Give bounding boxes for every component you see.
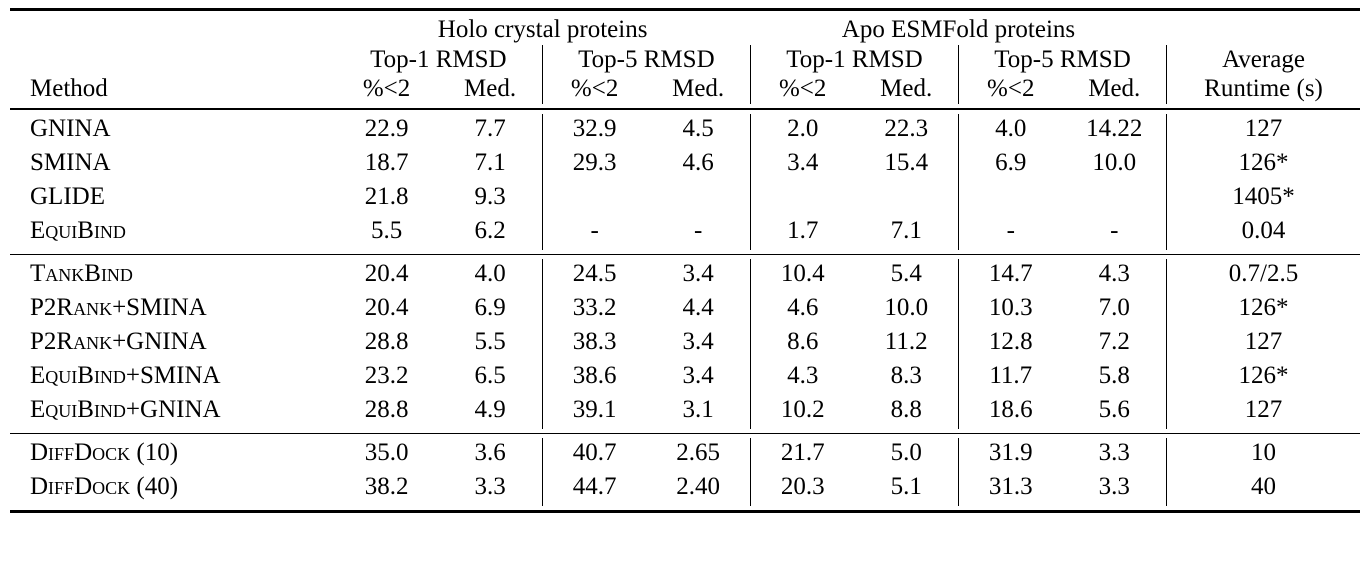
cell-runtime: 10 bbox=[1167, 438, 1360, 472]
cell-value: 28.8 bbox=[364, 395, 409, 423]
column-header-runtime: Runtime (s) bbox=[1167, 74, 1360, 104]
cell-value: 3.4 bbox=[750, 148, 854, 182]
cell-value: 5.5 bbox=[370, 216, 403, 244]
cell-value: 3.4 bbox=[682, 327, 714, 355]
cell-value: 4.4 bbox=[682, 293, 714, 321]
cell-value bbox=[750, 182, 854, 216]
metric-header-4: %<2 bbox=[750, 74, 854, 104]
cell-value: 1.7 bbox=[750, 216, 854, 250]
row-method-label: GLIDE bbox=[30, 182, 105, 210]
subheader-holo-top1: Top-1 RMSD bbox=[370, 45, 507, 73]
metric-header-3: Med. bbox=[672, 75, 725, 102]
cell-value: 29.3 bbox=[542, 148, 646, 182]
cell-value: 8.8 bbox=[890, 395, 922, 423]
cell-value: 5.0 bbox=[890, 438, 922, 466]
row-method-label: GNINA bbox=[30, 114, 111, 142]
cell-value: 10.0 bbox=[884, 293, 929, 321]
table-row[interactable] bbox=[10, 148, 1360, 182]
cell-value: 3.3 bbox=[1098, 472, 1130, 500]
table-row[interactable] bbox=[10, 395, 1360, 429]
column-header-method: Method bbox=[30, 75, 108, 102]
cell-value: 7.7 bbox=[474, 114, 506, 142]
cell-value bbox=[854, 182, 958, 216]
cell-value: - bbox=[1110, 216, 1119, 244]
cell-runtime: 40 bbox=[1167, 472, 1360, 506]
cell-value: 10.4 bbox=[750, 259, 854, 293]
cell-value: 10.3 bbox=[958, 293, 1062, 327]
cell-value: 7.0 bbox=[1098, 293, 1130, 321]
cell-value: - bbox=[542, 216, 646, 250]
cell-value: 4.9 bbox=[474, 395, 506, 423]
cell-value: 6.2 bbox=[474, 216, 506, 244]
cell-value bbox=[958, 182, 1062, 216]
cell-value: 5.6 bbox=[1098, 395, 1130, 423]
cell-value: 10.0 bbox=[1092, 148, 1137, 176]
cell-value: 3.1 bbox=[682, 395, 714, 423]
row-method-label: P2Rank+SMINA bbox=[30, 293, 207, 321]
row-method-label: TankBind bbox=[30, 259, 133, 287]
group-header-apo: Apo ESMFold proteins bbox=[841, 16, 1076, 43]
cell-value: 6.9 bbox=[958, 148, 1062, 182]
cell-value: 21.7 bbox=[750, 438, 854, 472]
cell-value: 23.2 bbox=[364, 361, 409, 389]
cell-value: - bbox=[958, 216, 1062, 250]
cell-value: 4.0 bbox=[958, 114, 1062, 148]
row-method-label: EquiBind+SMINA bbox=[30, 361, 221, 389]
cell-value: 14.7 bbox=[958, 259, 1062, 293]
cell-value: 7.1 bbox=[890, 216, 922, 244]
group-header-avg-spacer bbox=[1167, 15, 1360, 45]
subheader-apo-top1: Top-1 RMSD bbox=[750, 45, 958, 75]
group-header-spacer bbox=[10, 15, 335, 45]
table-row[interactable] bbox=[10, 293, 1360, 327]
table-row[interactable] bbox=[10, 259, 1360, 293]
cell-value: 32.9 bbox=[542, 114, 646, 148]
row-method-label: DiffDock (10) bbox=[30, 438, 179, 466]
cell-value: 2.0 bbox=[750, 114, 854, 148]
cell-value: 8.6 bbox=[750, 327, 854, 361]
rule-bottom bbox=[10, 511, 1360, 513]
table-row[interactable] bbox=[10, 472, 1360, 506]
cell-value: 2.40 bbox=[676, 472, 721, 500]
cell-value: 4.0 bbox=[474, 259, 506, 287]
cell-value: 8.3 bbox=[890, 361, 922, 389]
cell-value bbox=[542, 182, 646, 216]
table-row[interactable] bbox=[10, 361, 1360, 395]
cell-value: 40.7 bbox=[542, 438, 646, 472]
cell-value: 22.9 bbox=[364, 114, 409, 142]
cell-value: 31.3 bbox=[958, 472, 1062, 506]
table-row[interactable] bbox=[10, 327, 1360, 361]
subheader-apo-top5: Top-5 RMSD bbox=[958, 45, 1166, 75]
cell-value: 24.5 bbox=[542, 259, 646, 293]
metric-header-1: Med. bbox=[464, 75, 517, 102]
cell-runtime: 1405* bbox=[1167, 182, 1360, 216]
cell-value: 21.8 bbox=[364, 182, 409, 210]
cell-value: 14.22 bbox=[1086, 114, 1143, 142]
cell-value: 20.4 bbox=[364, 293, 409, 321]
cell-value: 4.6 bbox=[750, 293, 854, 327]
cell-value: 4.3 bbox=[1098, 259, 1130, 287]
cell-runtime: 126* bbox=[1167, 293, 1360, 327]
metric-header-5: Med. bbox=[880, 75, 933, 102]
cell-value: 2.65 bbox=[676, 438, 721, 466]
metric-header-0: %<2 bbox=[362, 75, 411, 102]
cell-value: 5.8 bbox=[1098, 361, 1130, 389]
cell-value: 3.3 bbox=[474, 472, 506, 500]
group-header-row bbox=[10, 15, 1360, 45]
row-method-label: EquiBind+GNINA bbox=[30, 395, 221, 423]
cell-value bbox=[646, 182, 750, 216]
cell-value: 4.5 bbox=[682, 114, 714, 142]
cell-value: 11.7 bbox=[958, 361, 1062, 395]
cell-value: 3.6 bbox=[474, 438, 506, 466]
metric-header-6: %<2 bbox=[958, 74, 1062, 104]
cell-runtime: 127 bbox=[1167, 327, 1360, 361]
cell-runtime: 126* bbox=[1167, 361, 1360, 395]
cell-value: 10.2 bbox=[750, 395, 854, 429]
cell-value: 7.1 bbox=[474, 148, 506, 176]
cell-value: 28.8 bbox=[364, 327, 409, 355]
cell-value: 3.3 bbox=[1098, 438, 1130, 466]
table-row[interactable] bbox=[10, 438, 1360, 472]
cell-value: 4.6 bbox=[682, 148, 714, 176]
cell-value: - bbox=[693, 216, 703, 244]
subgroup-header-row bbox=[10, 45, 1360, 75]
cell-runtime: 0.04 bbox=[1167, 216, 1360, 250]
results-table bbox=[10, 8, 1360, 513]
subheader-holo-top5: Top-5 RMSD bbox=[542, 45, 750, 75]
cell-value: 18.7 bbox=[364, 148, 409, 176]
cell-value: 20.3 bbox=[750, 472, 854, 506]
metric-header-row bbox=[10, 74, 1360, 104]
table-row[interactable] bbox=[10, 216, 1360, 250]
row-method-label: EquiBind bbox=[30, 216, 126, 244]
cell-value: 31.9 bbox=[958, 438, 1062, 472]
cell-value: 4.3 bbox=[750, 361, 854, 395]
cell-value: 44.7 bbox=[542, 472, 646, 506]
row-method-label: P2Rank+GNINA bbox=[30, 327, 207, 355]
cell-value: 5.1 bbox=[890, 472, 922, 500]
table-row[interactable] bbox=[10, 182, 1360, 216]
cell-runtime: 126* bbox=[1167, 148, 1360, 182]
cell-value: 3.4 bbox=[682, 361, 714, 389]
cell-value: 12.8 bbox=[958, 327, 1062, 361]
cell-value: 5.5 bbox=[474, 327, 506, 355]
group-header-holo: Holo crystal proteins bbox=[437, 16, 648, 43]
row-method-label: DiffDock (40) bbox=[30, 472, 179, 500]
cell-value: 33.2 bbox=[542, 293, 646, 327]
cell-value: 11.2 bbox=[884, 327, 928, 355]
cell-value: 5.4 bbox=[890, 259, 922, 287]
table-row[interactable] bbox=[10, 114, 1360, 148]
row-method-label: SMINA bbox=[30, 148, 111, 176]
cell-value: 22.3 bbox=[884, 114, 929, 142]
metric-header-7: Med. bbox=[1088, 75, 1141, 102]
cell-value bbox=[1063, 182, 1167, 216]
cell-value: 9.3 bbox=[474, 182, 506, 210]
cell-value: 38.3 bbox=[542, 327, 646, 361]
cell-value: 39.1 bbox=[542, 395, 646, 429]
cell-value: 35.0 bbox=[364, 438, 409, 466]
cell-value: 6.9 bbox=[474, 293, 506, 321]
cell-value: 3.4 bbox=[682, 259, 714, 287]
cell-value: 15.4 bbox=[884, 148, 929, 176]
cell-runtime: 0.7/2.5 bbox=[1167, 259, 1360, 293]
cell-value: 18.6 bbox=[958, 395, 1062, 429]
cell-value: 7.2 bbox=[1098, 327, 1130, 355]
cell-runtime: 127 bbox=[1167, 395, 1360, 429]
cell-value: 38.2 bbox=[364, 472, 409, 500]
cell-value: 20.4 bbox=[364, 259, 409, 287]
metric-header-2: %<2 bbox=[542, 74, 646, 104]
cell-runtime: 127 bbox=[1167, 114, 1360, 148]
cell-value: 38.6 bbox=[542, 361, 646, 395]
cell-value: 6.5 bbox=[474, 361, 506, 389]
subheader-average: Average bbox=[1167, 45, 1360, 75]
